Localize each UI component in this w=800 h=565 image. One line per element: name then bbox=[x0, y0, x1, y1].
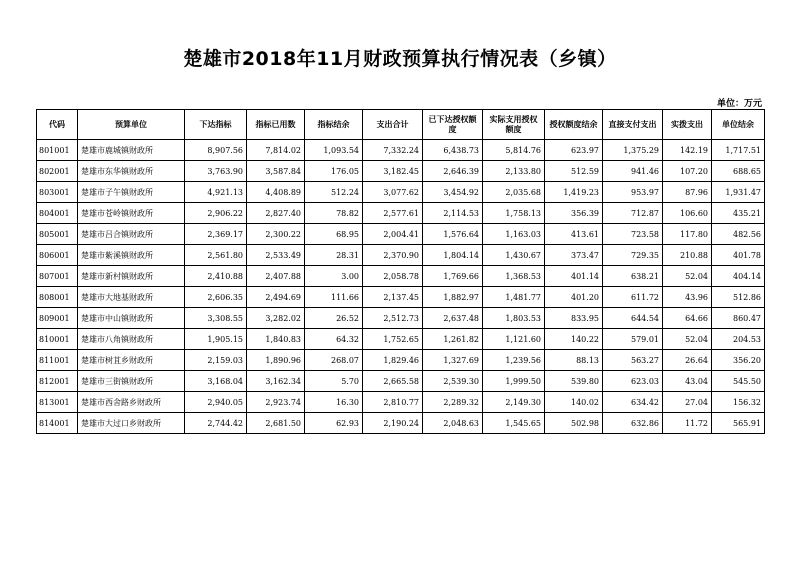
column-header: 授权额度结余 bbox=[545, 110, 603, 140]
cell-allocated-expenditure: 52.04 bbox=[663, 329, 712, 350]
cell-unit-name: 楚雄市苍岭镇财政所 bbox=[78, 203, 185, 224]
cell-total-expenditure: 1,829.46 bbox=[363, 350, 423, 371]
cell-authorization-balance: 88.13 bbox=[545, 350, 603, 371]
cell-issued-quota: 3,168.04 bbox=[185, 371, 247, 392]
cell-quota-used: 2,494.69 bbox=[247, 287, 305, 308]
cell-unit-balance: 435.21 bbox=[712, 203, 765, 224]
cell-unit-balance: 401.78 bbox=[712, 245, 765, 266]
cell-quota-used: 4,408.89 bbox=[247, 182, 305, 203]
cell-authorized-used: 1,758.13 bbox=[483, 203, 545, 224]
cell-unit-name: 楚雄市中山镇财政所 bbox=[78, 308, 185, 329]
cell-quota-used: 3,282.02 bbox=[247, 308, 305, 329]
cell-total-expenditure: 2,810.77 bbox=[363, 392, 423, 413]
cell-authorized-amount: 1,882.97 bbox=[423, 287, 483, 308]
cell-unit-name: 楚雄市大过口乡财政所 bbox=[78, 413, 185, 434]
cell-direct-payment: 623.03 bbox=[603, 371, 663, 392]
cell-authorization-balance: 401.14 bbox=[545, 266, 603, 287]
cell-unit-balance: 565.91 bbox=[712, 413, 765, 434]
cell-issued-quota: 2,940.05 bbox=[185, 392, 247, 413]
table-row bbox=[37, 392, 765, 413]
cell-unit-name: 楚雄市子午镇财政所 bbox=[78, 182, 185, 203]
table-row bbox=[37, 224, 765, 245]
cell-issued-quota: 2,744.42 bbox=[185, 413, 247, 434]
cell-allocated-expenditure: 64.66 bbox=[663, 308, 712, 329]
cell-quota-used: 2,827.40 bbox=[247, 203, 305, 224]
cell-unit-balance: 156.32 bbox=[712, 392, 765, 413]
cell-unit-name: 楚雄市吕合镇财政所 bbox=[78, 224, 185, 245]
cell-code: 810001 bbox=[37, 329, 78, 350]
cell-authorized-amount: 2,646.39 bbox=[423, 161, 483, 182]
cell-authorized-used: 1,121.60 bbox=[483, 329, 545, 350]
table-row bbox=[37, 203, 765, 224]
cell-authorized-used: 2,149.30 bbox=[483, 392, 545, 413]
cell-direct-payment: 644.54 bbox=[603, 308, 663, 329]
cell-quota-used: 1,840.83 bbox=[247, 329, 305, 350]
cell-direct-payment: 632.86 bbox=[603, 413, 663, 434]
cell-authorization-balance: 140.22 bbox=[545, 329, 603, 350]
column-header: 指标已用数 bbox=[247, 110, 305, 140]
cell-quota-balance: 78.82 bbox=[305, 203, 363, 224]
cell-allocated-expenditure: 26.64 bbox=[663, 350, 712, 371]
cell-allocated-expenditure: 27.04 bbox=[663, 392, 712, 413]
cell-quota-used: 7,814.02 bbox=[247, 140, 305, 161]
cell-quota-used: 1,890.96 bbox=[247, 350, 305, 371]
cell-authorized-used: 2,133.80 bbox=[483, 161, 545, 182]
cell-unit-balance: 482.56 bbox=[712, 224, 765, 245]
cell-authorization-balance: 373.47 bbox=[545, 245, 603, 266]
cell-code: 803001 bbox=[37, 182, 78, 203]
cell-code: 814001 bbox=[37, 413, 78, 434]
cell-quota-used: 2,923.74 bbox=[247, 392, 305, 413]
cell-total-expenditure: 2,577.61 bbox=[363, 203, 423, 224]
cell-authorization-balance: 512.59 bbox=[545, 161, 603, 182]
column-header: 单位结余 bbox=[712, 110, 765, 140]
cell-direct-payment: 729.35 bbox=[603, 245, 663, 266]
cell-unit-balance: 356.20 bbox=[712, 350, 765, 371]
cell-direct-payment: 638.21 bbox=[603, 266, 663, 287]
cell-unit-name: 楚雄市大地基财政所 bbox=[78, 287, 185, 308]
cell-direct-payment: 953.97 bbox=[603, 182, 663, 203]
cell-code: 802001 bbox=[37, 161, 78, 182]
cell-unit-name: 楚雄市东华镇财政所 bbox=[78, 161, 185, 182]
cell-unit-balance: 1,931.47 bbox=[712, 182, 765, 203]
cell-unit-name: 楚雄市新村镇财政所 bbox=[78, 266, 185, 287]
cell-quota-balance: 268.07 bbox=[305, 350, 363, 371]
cell-authorized-used: 1,430.67 bbox=[483, 245, 545, 266]
cell-authorized-used: 1,481.77 bbox=[483, 287, 545, 308]
cell-allocated-expenditure: 142.19 bbox=[663, 140, 712, 161]
cell-authorization-balance: 356.39 bbox=[545, 203, 603, 224]
cell-quota-balance: 68.95 bbox=[305, 224, 363, 245]
cell-quota-balance: 3.00 bbox=[305, 266, 363, 287]
cell-total-expenditure: 2,190.24 bbox=[363, 413, 423, 434]
cell-authorized-amount: 1,804.14 bbox=[423, 245, 483, 266]
cell-issued-quota: 4,921.13 bbox=[185, 182, 247, 203]
cell-authorized-used: 1,163.03 bbox=[483, 224, 545, 245]
cell-authorized-amount: 2,539.30 bbox=[423, 371, 483, 392]
column-header: 下达指标 bbox=[185, 110, 247, 140]
column-header: 已下达授权额度 bbox=[423, 110, 483, 140]
cell-authorization-balance: 833.95 bbox=[545, 308, 603, 329]
cell-unit-balance: 512.86 bbox=[712, 287, 765, 308]
cell-unit-name: 楚雄市鹿城镇财政所 bbox=[78, 140, 185, 161]
cell-code: 812001 bbox=[37, 371, 78, 392]
cell-quota-balance: 16.30 bbox=[305, 392, 363, 413]
cell-unit-balance: 545.50 bbox=[712, 371, 765, 392]
cell-direct-payment: 563.27 bbox=[603, 350, 663, 371]
cell-authorized-used: 2,035.68 bbox=[483, 182, 545, 203]
cell-authorized-amount: 1,576.64 bbox=[423, 224, 483, 245]
cell-authorization-balance: 140.02 bbox=[545, 392, 603, 413]
cell-total-expenditure: 2,058.78 bbox=[363, 266, 423, 287]
cell-allocated-expenditure: 52.04 bbox=[663, 266, 712, 287]
cell-unit-balance: 204.53 bbox=[712, 329, 765, 350]
cell-issued-quota: 2,606.35 bbox=[185, 287, 247, 308]
table-row bbox=[37, 140, 765, 161]
cell-quota-used: 3,162.34 bbox=[247, 371, 305, 392]
cell-code: 807001 bbox=[37, 266, 78, 287]
cell-code: 809001 bbox=[37, 308, 78, 329]
cell-authorization-balance: 401.20 bbox=[545, 287, 603, 308]
cell-authorized-amount: 2,637.48 bbox=[423, 308, 483, 329]
cell-total-expenditure: 2,512.73 bbox=[363, 308, 423, 329]
cell-unit-balance: 1,717.51 bbox=[712, 140, 765, 161]
table-row bbox=[37, 371, 765, 392]
cell-quota-balance: 28.31 bbox=[305, 245, 363, 266]
column-header: 预算单位 bbox=[78, 110, 185, 140]
cell-issued-quota: 8,907.56 bbox=[185, 140, 247, 161]
cell-quota-balance: 64.32 bbox=[305, 329, 363, 350]
cell-authorization-balance: 1,419.23 bbox=[545, 182, 603, 203]
cell-authorized-amount: 1,261.82 bbox=[423, 329, 483, 350]
cell-authorized-used: 1,368.53 bbox=[483, 266, 545, 287]
cell-authorized-used: 1,803.53 bbox=[483, 308, 545, 329]
table-row bbox=[37, 308, 765, 329]
cell-quota-used: 2,681.50 bbox=[247, 413, 305, 434]
table-row bbox=[37, 329, 765, 350]
cell-code: 806001 bbox=[37, 245, 78, 266]
cell-authorized-used: 5,814.76 bbox=[483, 140, 545, 161]
cell-allocated-expenditure: 117.80 bbox=[663, 224, 712, 245]
cell-code: 811001 bbox=[37, 350, 78, 371]
cell-allocated-expenditure: 11.72 bbox=[663, 413, 712, 434]
cell-unit-name: 楚雄市紫溪镇财政所 bbox=[78, 245, 185, 266]
cell-authorized-amount: 6,438.73 bbox=[423, 140, 483, 161]
cell-allocated-expenditure: 107.20 bbox=[663, 161, 712, 182]
table-row bbox=[37, 266, 765, 287]
cell-total-expenditure: 3,182.45 bbox=[363, 161, 423, 182]
cell-quota-balance: 5.70 bbox=[305, 371, 363, 392]
cell-total-expenditure: 2,665.58 bbox=[363, 371, 423, 392]
cell-unit-balance: 860.47 bbox=[712, 308, 765, 329]
table-row bbox=[37, 161, 765, 182]
cell-allocated-expenditure: 210.88 bbox=[663, 245, 712, 266]
cell-direct-payment: 634.42 bbox=[603, 392, 663, 413]
cell-authorized-amount: 2,114.53 bbox=[423, 203, 483, 224]
cell-direct-payment: 712.87 bbox=[603, 203, 663, 224]
cell-authorized-used: 1,545.65 bbox=[483, 413, 545, 434]
cell-authorized-amount: 1,327.69 bbox=[423, 350, 483, 371]
cell-code: 804001 bbox=[37, 203, 78, 224]
cell-authorized-amount: 2,289.32 bbox=[423, 392, 483, 413]
cell-quota-used: 2,300.22 bbox=[247, 224, 305, 245]
cell-issued-quota: 1,905.15 bbox=[185, 329, 247, 350]
cell-authorization-balance: 539.80 bbox=[545, 371, 603, 392]
cell-unit-name: 楚雄市八角镇财政所 bbox=[78, 329, 185, 350]
page-title: 楚雄市2018年11月财政预算执行情况表（乡镇） bbox=[183, 48, 617, 70]
cell-issued-quota: 2,410.88 bbox=[185, 266, 247, 287]
table-row bbox=[37, 182, 765, 203]
cell-issued-quota: 2,561.80 bbox=[185, 245, 247, 266]
budget-table bbox=[36, 109, 765, 434]
cell-total-expenditure: 3,077.62 bbox=[363, 182, 423, 203]
cell-direct-payment: 723.58 bbox=[603, 224, 663, 245]
table-row bbox=[37, 287, 765, 308]
table-row bbox=[37, 413, 765, 434]
cell-authorization-balance: 413.61 bbox=[545, 224, 603, 245]
cell-direct-payment: 941.46 bbox=[603, 161, 663, 182]
cell-allocated-expenditure: 106.60 bbox=[663, 203, 712, 224]
cell-quota-used: 2,533.49 bbox=[247, 245, 305, 266]
cell-issued-quota: 2,159.03 bbox=[185, 350, 247, 371]
cell-authorized-used: 1,239.56 bbox=[483, 350, 545, 371]
table-header-row bbox=[37, 110, 765, 140]
cell-issued-quota: 3,763.90 bbox=[185, 161, 247, 182]
column-header: 直接支付支出 bbox=[603, 110, 663, 140]
cell-allocated-expenditure: 87.96 bbox=[663, 182, 712, 203]
cell-quota-used: 2,407.88 bbox=[247, 266, 305, 287]
table-body bbox=[37, 140, 765, 434]
cell-unit-name: 楚雄市树苴乡财政所 bbox=[78, 350, 185, 371]
cell-quota-used: 3,587.84 bbox=[247, 161, 305, 182]
cell-quota-balance: 1,093.54 bbox=[305, 140, 363, 161]
cell-quota-balance: 512.24 bbox=[305, 182, 363, 203]
cell-authorized-amount: 2,048.63 bbox=[423, 413, 483, 434]
cell-unit-name: 楚雄市三街镇财政所 bbox=[78, 371, 185, 392]
cell-authorization-balance: 623.97 bbox=[545, 140, 603, 161]
cell-unit-balance: 688.65 bbox=[712, 161, 765, 182]
cell-issued-quota: 2,906.22 bbox=[185, 203, 247, 224]
cell-code: 801001 bbox=[37, 140, 78, 161]
cell-allocated-expenditure: 43.96 bbox=[663, 287, 712, 308]
cell-code: 808001 bbox=[37, 287, 78, 308]
cell-quota-balance: 62.93 bbox=[305, 413, 363, 434]
cell-issued-quota: 2,369.17 bbox=[185, 224, 247, 245]
cell-quota-balance: 111.66 bbox=[305, 287, 363, 308]
cell-unit-name: 楚雄市西舍路乡财政所 bbox=[78, 392, 185, 413]
column-header: 指标结余 bbox=[305, 110, 363, 140]
table-row bbox=[37, 245, 765, 266]
cell-issued-quota: 3,308.55 bbox=[185, 308, 247, 329]
cell-direct-payment: 611.72 bbox=[603, 287, 663, 308]
cell-direct-payment: 1,375.29 bbox=[603, 140, 663, 161]
cell-quota-balance: 176.05 bbox=[305, 161, 363, 182]
column-header: 支出合计 bbox=[363, 110, 423, 140]
cell-authorized-amount: 1,769.66 bbox=[423, 266, 483, 287]
cell-total-expenditure: 2,137.45 bbox=[363, 287, 423, 308]
cell-code: 805001 bbox=[37, 224, 78, 245]
column-header: 实拨支出 bbox=[663, 110, 712, 140]
column-header: 实际支用授权额度 bbox=[483, 110, 545, 140]
cell-total-expenditure: 7,332.24 bbox=[363, 140, 423, 161]
cell-code: 813001 bbox=[37, 392, 78, 413]
cell-allocated-expenditure: 43.04 bbox=[663, 371, 712, 392]
column-header: 代码 bbox=[37, 110, 78, 140]
cell-total-expenditure: 1,752.65 bbox=[363, 329, 423, 350]
table-row bbox=[37, 350, 765, 371]
cell-authorization-balance: 502.98 bbox=[545, 413, 603, 434]
cell-total-expenditure: 2,004.41 bbox=[363, 224, 423, 245]
cell-direct-payment: 579.01 bbox=[603, 329, 663, 350]
unit-label: 单位：万元 bbox=[716, 99, 762, 109]
cell-authorized-amount: 3,454.92 bbox=[423, 182, 483, 203]
cell-unit-balance: 404.14 bbox=[712, 266, 765, 287]
cell-quota-balance: 26.52 bbox=[305, 308, 363, 329]
cell-total-expenditure: 2,370.90 bbox=[363, 245, 423, 266]
cell-authorized-used: 1,999.50 bbox=[483, 371, 545, 392]
